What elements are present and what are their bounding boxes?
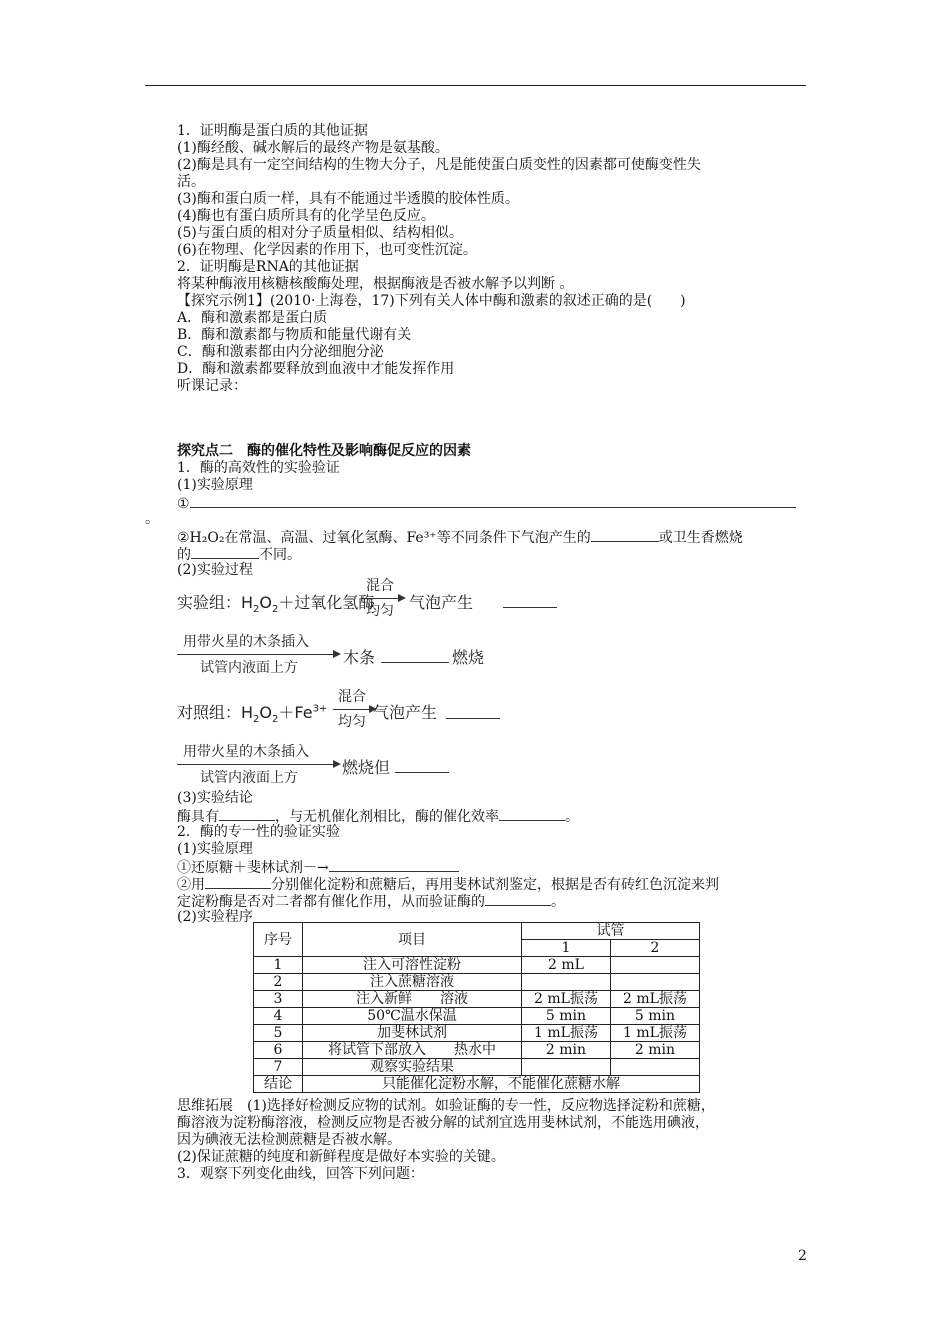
text-line: 1．酶的高效性的实验验证 — [177, 460, 340, 476]
fill-blank — [503, 607, 557, 608]
arrow-shaft — [177, 764, 335, 765]
fill-blank — [499, 807, 565, 821]
arrow-head — [398, 594, 406, 602]
cell-seq: 1 — [254, 957, 303, 974]
text-segment: 或卫生香燃烧 — [658, 530, 743, 546]
reagent: ＋Fe — [278, 703, 313, 722]
text-segment: ②H₂O₂在常温、高温、过氧化氢酶、Fe³⁺等不同条件下气泡产生的 — [177, 530, 591, 546]
option-a: A．酶和激素都是蛋白质 — [177, 310, 328, 326]
table-header-row — [254, 923, 700, 940]
fill-blank — [219, 807, 275, 821]
cell-item: 加斐林试剂 — [303, 1025, 522, 1042]
heading-rna-evidence: 2．证明酶是RNA的其他证据 — [177, 259, 359, 275]
table-row — [254, 1025, 700, 1042]
text-line: (3)酶和蛋白质一样，具有不能通过半透膜的胶体性质。 — [177, 191, 519, 207]
text-segment: ①还原糖＋斐林试剂－→ — [177, 860, 329, 876]
circled-one: ① — [177, 496, 190, 512]
text-line: 思维拓展 (1)选择好检测反应物的试剂。如验证酶的专一性，反应物选择淀粉和蔗糖， — [177, 1098, 715, 1114]
text-line: 活。 — [177, 174, 205, 190]
arrow-label-top: 用带火星的木条插入 — [183, 634, 309, 650]
cell-seq: 3 — [254, 991, 303, 1008]
fill-blank — [381, 662, 449, 663]
text-line: 因为碘液无法检测蔗糖是否被水解。 — [177, 1132, 401, 1148]
arrow-head — [333, 650, 341, 658]
subscript: 2 — [253, 604, 260, 616]
text-line: (4)酶也有蛋白质所具有的化学呈色反应。 — [177, 208, 435, 224]
table-row — [254, 991, 700, 1008]
text-segment: ②用 — [177, 877, 205, 893]
cell-tube-1: 2 mL — [522, 957, 611, 974]
fill-blank — [395, 772, 449, 773]
exp-group-formula — [177, 590, 374, 615]
cell-tube-2: 2 mL振荡 — [611, 991, 700, 1008]
arrow-shaft — [333, 709, 371, 710]
table-row — [254, 957, 700, 974]
cell-tube-2: 5 min — [611, 1008, 700, 1025]
cell-tube-1 — [522, 974, 611, 991]
cell-conclusion: 只能催化淀粉水解，不能催化蔗糖水解 — [303, 1076, 700, 1093]
text-line: (2)酶是具有一定空间结构的生物大分子，凡是能使蛋白质变性的因素都可使酶变性失 — [177, 157, 701, 173]
fill-blank — [190, 494, 796, 508]
header-item: 项目 — [303, 923, 522, 957]
header-tube-1: 1 — [522, 940, 611, 957]
arrow-label-bottom: 试管内液面上方 — [200, 770, 298, 786]
text-line: 酶溶液为淀粉酶溶液，检测反应物是否被分解的试剂宜选用斐林试剂，不能选用碘液， — [177, 1115, 709, 1131]
superscript: 3+ — [312, 703, 328, 715]
text-segment: 酶具有 — [177, 809, 219, 825]
burn-text: 燃烧 — [452, 648, 485, 667]
arrow-shaft — [362, 598, 400, 599]
table-row — [254, 1059, 700, 1076]
text-line: (5)与蛋白质的相对分子质量相似、结构相似。 — [177, 225, 463, 241]
notes-label: 听课记录： — [177, 378, 247, 394]
cell-seq: 5 — [254, 1025, 303, 1042]
cell-item: 注入新鲜 溶液 — [303, 991, 522, 1008]
cell-seq: 6 — [254, 1042, 303, 1059]
cell-tube-1: 1 mL振荡 — [522, 1025, 611, 1042]
cell-item: 注入蔗糖溶液 — [303, 974, 522, 991]
cell-tube-1: 5 min — [522, 1008, 611, 1025]
text-segment: 。 — [565, 809, 579, 825]
cell-conclusion-label: 结论 — [254, 1076, 303, 1093]
fill-blank — [591, 528, 659, 542]
table-row — [254, 1042, 700, 1059]
period-mark: 。 — [145, 511, 159, 527]
cell-tube-2 — [611, 957, 700, 974]
text-line: 将某种酶液用核糖核酸酶处理，根据酶液是否被水解予以判断 。 — [177, 276, 574, 292]
header-seq: 序号 — [254, 923, 303, 957]
text-line: (1)实验原理 — [177, 841, 253, 857]
page-number: 2 — [798, 1248, 807, 1264]
arrow-label-bottom: 均匀 — [338, 714, 366, 730]
text-line: (2)保证蔗糖的纯度和新鲜程度是做好本实验的关键。 — [177, 1149, 505, 1165]
subscript: 2 — [253, 714, 260, 726]
arrow-head — [333, 760, 341, 768]
ctrl-group-formula — [177, 700, 327, 725]
formula-o: O — [259, 703, 273, 722]
experiment-table — [253, 922, 700, 1093]
option-b: B．酶和激素都与物质和能量代谢有关 — [177, 327, 412, 343]
example-question: 【探究示例1】(2010·上海卷，17)下列有关人体中酶和激素的叙述正确的是( ) — [177, 293, 686, 309]
table-row-conclusion — [254, 1076, 700, 1093]
fill-blank — [191, 545, 259, 559]
heading-protein-evidence: 1．证明酶是蛋白质的其他证据 — [177, 123, 368, 139]
text-segment: ，与无机催化剂相比，酶的催化效率 — [275, 809, 499, 825]
formula-o: O — [259, 593, 273, 612]
text-line — [177, 494, 796, 513]
fill-blank — [485, 892, 551, 906]
cell-tube-2: 1 mL振荡 — [611, 1025, 700, 1042]
subscript: 2 — [272, 714, 279, 726]
cell-item: 观察实验结果 — [303, 1059, 522, 1076]
cell-seq: 2 — [254, 974, 303, 991]
option-c: C．酶和激素都由内分泌细胞分泌 — [177, 344, 384, 360]
arrow-label-top: 混合 — [338, 689, 366, 705]
cell-tube-1: 2 mL振荡 — [522, 991, 611, 1008]
text-line: (2)实验程序 — [177, 909, 253, 925]
cell-tube-2 — [611, 974, 700, 991]
burn-but-text: 燃烧但 — [342, 758, 391, 777]
cell-tube-2 — [611, 1059, 700, 1076]
reagent: ＋过氧化氢酶 — [278, 593, 375, 612]
arrow-label-bottom: 均匀 — [366, 603, 394, 619]
text-segment: 不同。 — [259, 547, 301, 563]
fill-blank — [329, 858, 459, 872]
arrow-label-top: 混合 — [366, 578, 394, 594]
cell-tube-1 — [522, 1059, 611, 1076]
fill-blank — [446, 718, 500, 719]
text-segment: 的 — [177, 547, 191, 563]
bubbles-text: 气泡产生 — [409, 593, 474, 612]
header-tube: 试管 — [522, 923, 700, 940]
cell-tube-1: 2 min — [522, 1042, 611, 1059]
cell-seq: 4 — [254, 1008, 303, 1025]
section-title: 探究点二 酶的催化特性及影响酶促反应的因素 — [177, 443, 471, 459]
cell-item: 注入可溶性淀粉 — [303, 957, 522, 974]
cell-seq: 7 — [254, 1059, 303, 1076]
table-row — [254, 1008, 700, 1025]
cell-item: 将试管下部放入 热水中 — [303, 1042, 522, 1059]
arrow-shaft — [177, 654, 335, 655]
bubbles-text: 气泡产生 — [373, 703, 438, 722]
fill-blank — [205, 875, 271, 889]
text-line: (1)实验原理 — [177, 477, 253, 493]
cell-tube-2: 2 min — [611, 1042, 700, 1059]
text-line: (6)在物理、化学因素的作用下，也可变性沉淀。 — [177, 242, 477, 258]
table-row — [254, 974, 700, 991]
text-line: (2)实验过程 — [177, 562, 253, 578]
text-line: (3)实验结论 — [177, 790, 253, 806]
stick-text: 木条 — [343, 648, 376, 667]
cell-item: 50℃温水保温 — [303, 1008, 522, 1025]
header-tube-2: 2 — [611, 940, 700, 957]
text-line: 2．酶的专一性的验证实验 — [177, 824, 340, 840]
option-d: D．酶和激素都要释放到血液中才能发挥作用 — [177, 361, 455, 377]
arrow-label-top: 用带火星的木条插入 — [183, 744, 309, 760]
formula-h: 实验组：H — [177, 593, 254, 612]
text-segment: 定淀粉酶是否对二者都有催化作用，从而验证酶的 — [177, 894, 485, 910]
header-rule — [145, 85, 806, 86]
text-line: 3．观察下列变化曲线，回答下列问题： — [177, 1166, 424, 1182]
text-segment: 。 — [551, 894, 565, 910]
subscript: 2 — [272, 604, 279, 616]
arrow-label-bottom: 试管内液面上方 — [200, 660, 298, 676]
text-line: (1)酶经酸、碱水解后的最终产物是氨基酸。 — [177, 140, 449, 156]
text-segment: 分别催化淀粉和蔗糖后，再用斐林试剂鉴定，根据是否有砖红色沉淀来判 — [271, 877, 719, 893]
formula-h: 对照组：H — [177, 703, 254, 722]
